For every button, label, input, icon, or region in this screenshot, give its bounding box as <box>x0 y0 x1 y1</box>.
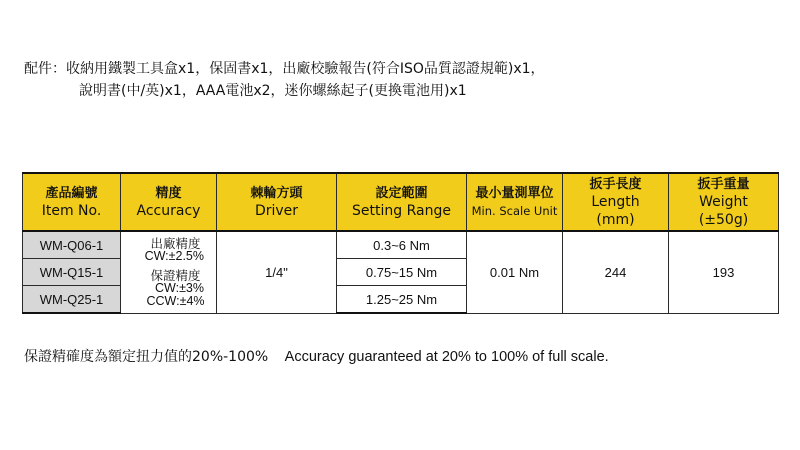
header-length: 扳手長度 Length (mm) <box>563 173 669 231</box>
setting-range-cell: 1.25~25 Nm <box>337 286 467 314</box>
accessories-line-2: 說明書(中/英)x1，AAA電池x2，迷你螺絲起子(更換電池用)x1 <box>79 83 467 99</box>
item-no-cell: WM-Q15-1 <box>23 259 121 286</box>
spec-table <box>22 172 779 314</box>
header-weight: 扳手重量 Weight (±50g) <box>669 173 779 231</box>
warranty-accuracy-cw: CW:±3% <box>155 280 204 295</box>
header-row <box>23 173 779 231</box>
header-min-scale-unit: 最小量測單位 Min. Scale Unit <box>467 173 563 231</box>
item-no-cell: WM-Q25-1 <box>23 286 121 314</box>
accuracy-cell <box>121 231 217 313</box>
header-accuracy: 精度 Accuracy <box>121 173 217 231</box>
factory-accuracy-cw: CW:±2.5% <box>144 248 204 263</box>
setting-range-cell: 0.75~15 Nm <box>337 259 467 286</box>
factory-accuracy-label: 出廠精度 <box>150 235 201 251</box>
accuracy-note-en: Accuracy guaranteed at 20% to 100% of full scale. <box>284 349 609 365</box>
length-cell: 244 <box>563 231 669 313</box>
accuracy-note-zh: 保證精確度為額定扭力值的20%-100% <box>24 349 269 365</box>
accessories-text <box>24 58 784 102</box>
warranty-accuracy-ccw: CCW:±4% <box>146 293 205 308</box>
table-row <box>23 231 779 259</box>
weight-cell: 193 <box>669 231 779 313</box>
min-scale-cell: 0.01 Nm <box>467 231 563 313</box>
driver-cell: 1/4" <box>217 231 337 313</box>
header-item-no: 產品編號 Item No. <box>23 173 121 231</box>
header-setting-range: 設定範圍 Setting Range <box>337 173 467 231</box>
warranty-accuracy-label: 保證精度 <box>150 267 201 283</box>
setting-range-cell: 0.3~6 Nm <box>337 231 467 259</box>
header-driver: 棘輪方頭 Driver <box>217 173 337 231</box>
accuracy-note <box>24 346 609 366</box>
item-no-cell: WM-Q06-1 <box>23 231 121 259</box>
accessories-line-1: 配件：收納用鐵製工具盒x1，保固書x1，出廠校驗報告(符合ISO品質認證規範)x1， <box>24 61 545 77</box>
